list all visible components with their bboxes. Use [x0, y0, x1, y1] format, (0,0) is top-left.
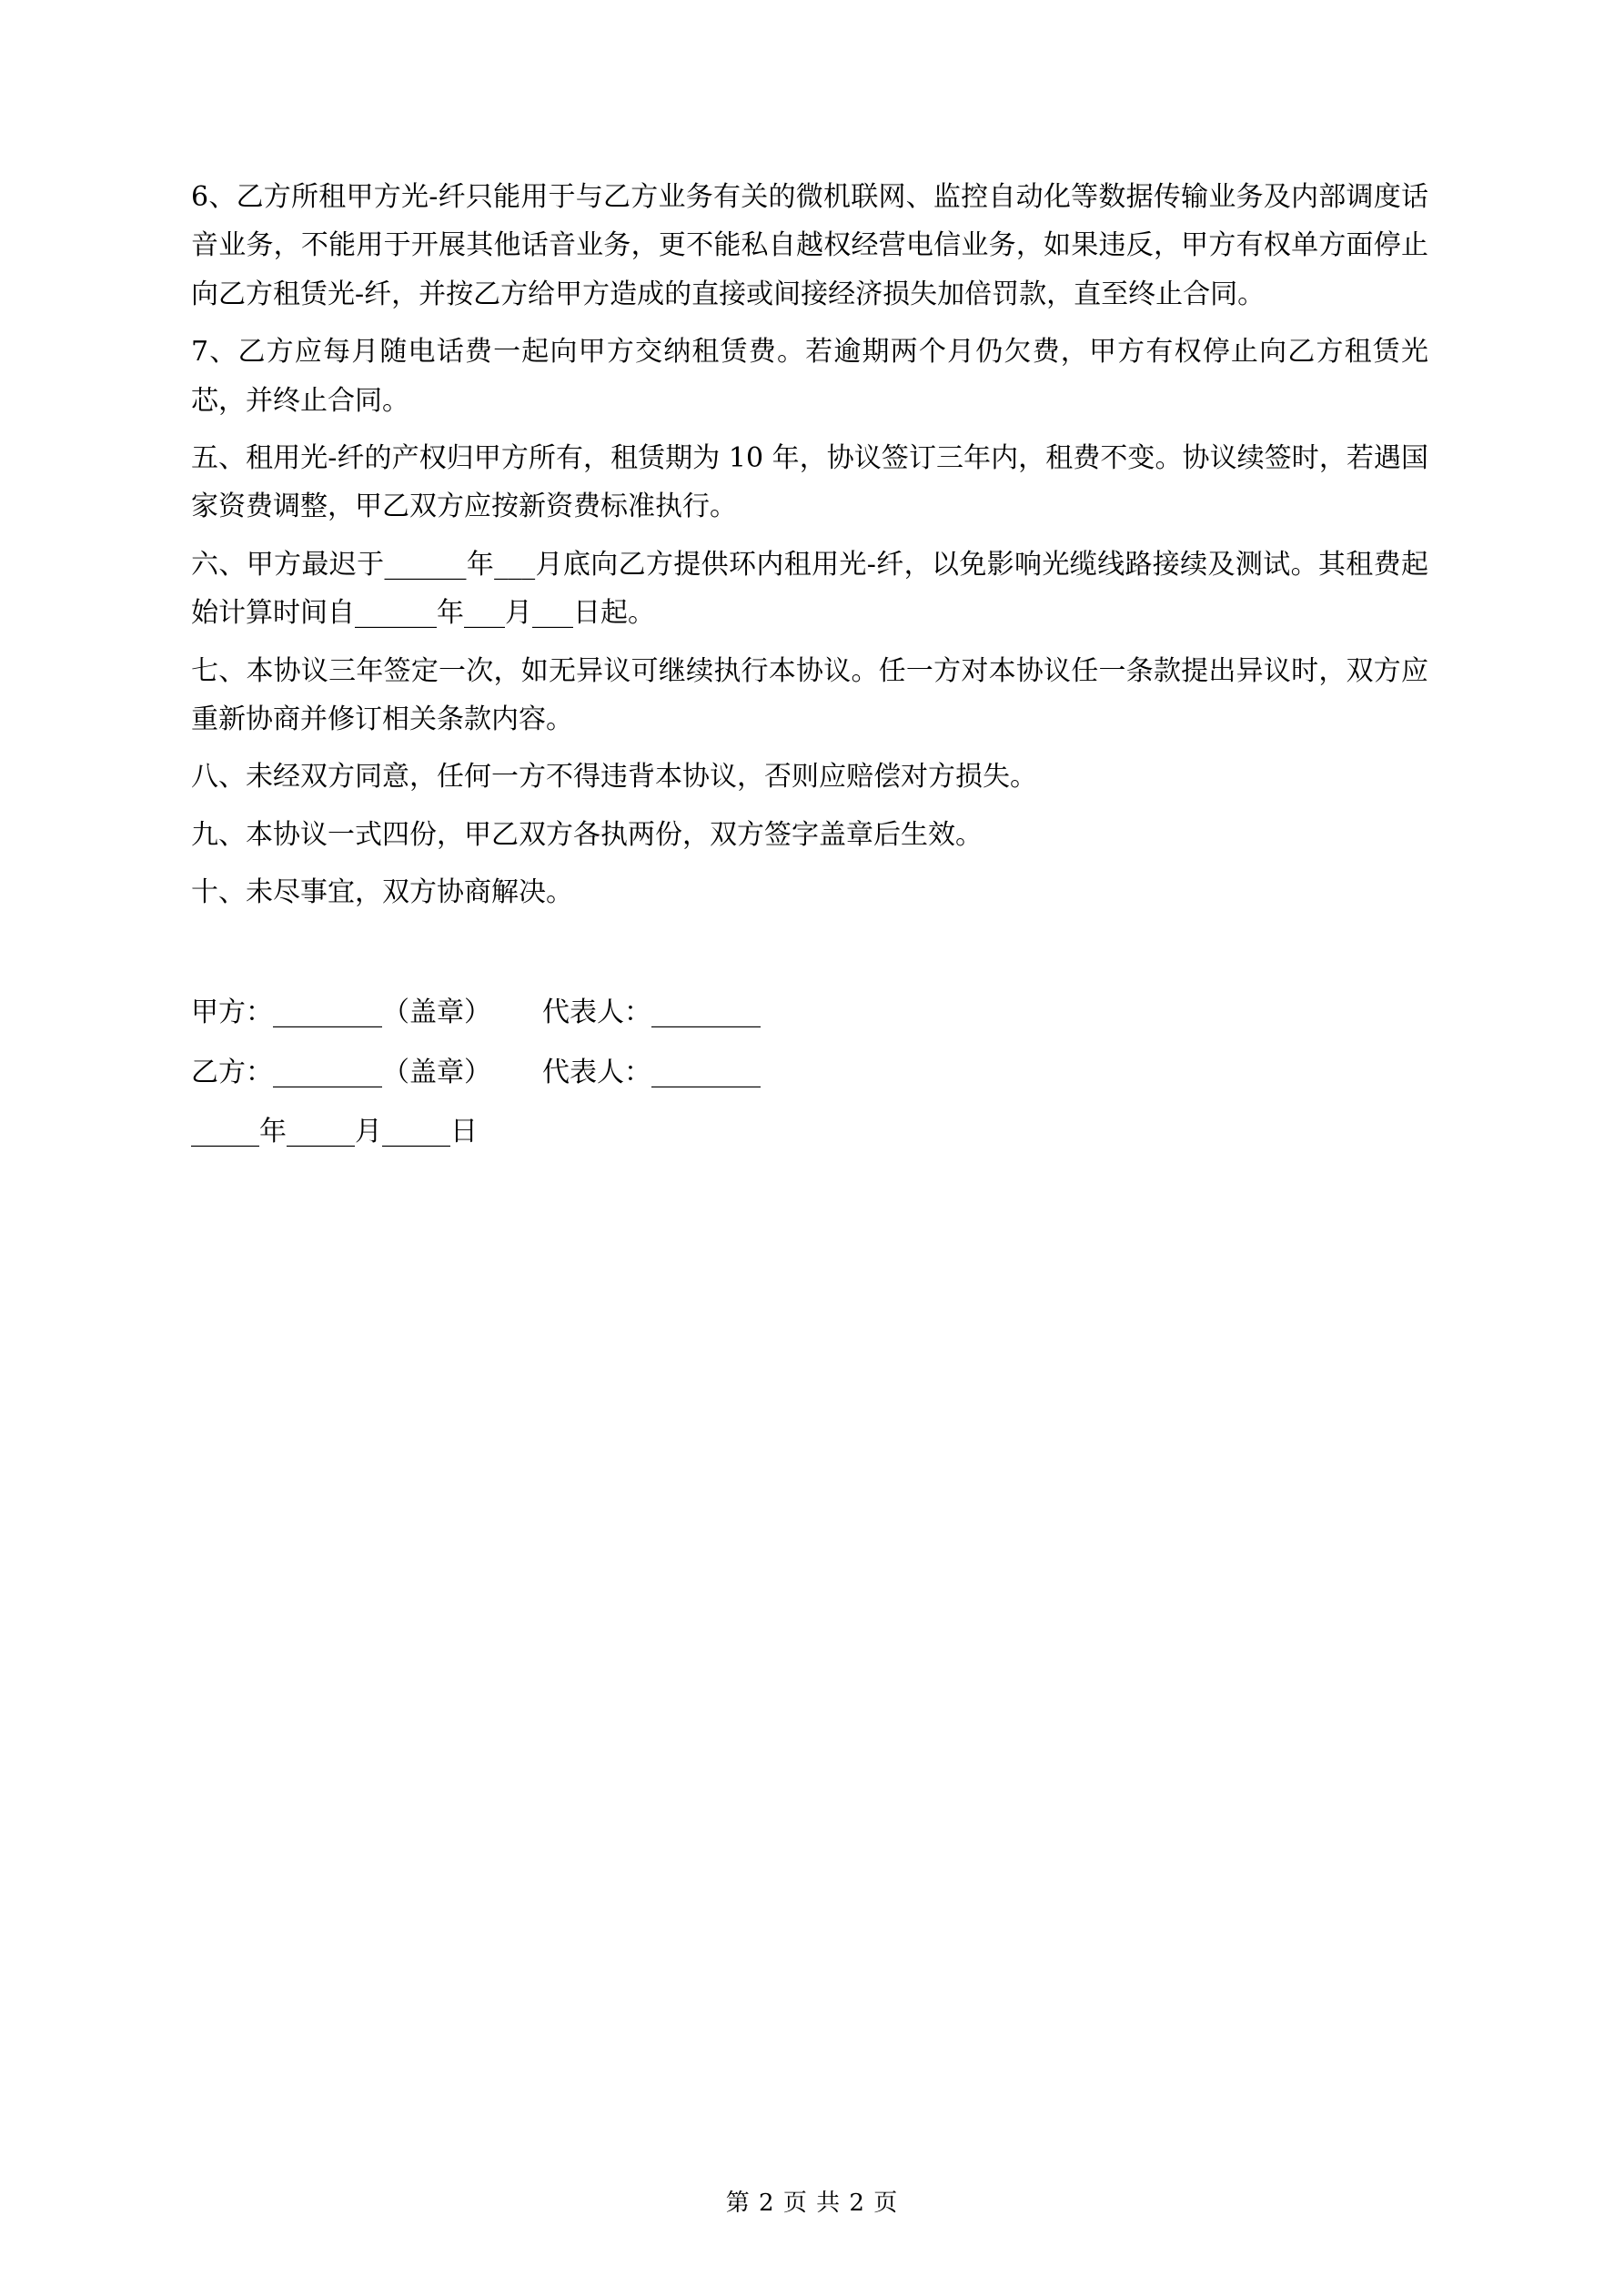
party-b-field: 乙方：________（盖章）	[191, 1056, 491, 1088]
page-footer: 第 2 页 共 2 页	[725, 2190, 899, 2217]
paragraph-clause-9-cn: 九、本协议一式四份，甲乙双方各执两份，双方签字盖章后生效。	[191, 818, 983, 851]
paragraph-clause-8-cn: 八、未经双方同意，任何一方不得违背本协议，否则应赔偿对方损失。	[191, 761, 1037, 794]
paragraph-clause-5: 五、租用光-纤的产权归甲方所有，租赁期为 10 年，协议签订三年内，租费不变。协议续签时，若遇国家资费调整，甲乙双方应按新资费标准执行。	[191, 441, 1428, 523]
paragraph-clause-7-cn: 七、本协议三年签定一次，如无异议可继续执行本协议。任一方对本协议任一条款提出异议时，双方应重新协商并修订相关条款内容。	[191, 654, 1428, 735]
paragraph-clause-7: 7、乙方应每月随电话费一起向甲方交纳租赁费。若逾期两个月仍欠费，甲方有权停止向乙方租赁光芯，并终止合同。	[191, 336, 1428, 417]
paragraph-clause-10-cn: 十、未尽事宜，双方协商解决。	[191, 876, 573, 909]
paragraph-clause-6: 6、乙方所租甲方光-纤只能用于与乙方业务有关的微机联网、监控自动化等数据传输业务及内部调度话音业务，不能用于开展其他话音业务，更不能私自越权经营电信业务，如果违反，甲方有权单方面停止向乙方租赁光-纤，并按乙方给甲方造成的直接或间接经济损失加倍罚款，直至终止合同。	[191, 181, 1428, 310]
party-a-field: 甲方：________（盖章）	[191, 996, 491, 1029]
party-a-representative-field: 代表人：________	[542, 996, 761, 1029]
signature-row-party-b	[191, 1047, 1428, 1098]
paragraph-clause-6-cn: 六、甲方最迟于______年___月底向乙方提供环内租用光-纤，以免影响光缆线路接续及测试。其租费起始计算时间自______年___月___日起。	[191, 548, 1428, 630]
party-b-representative-field: 代表人：________	[542, 1056, 761, 1088]
document-body	[191, 173, 1428, 916]
signature-date-line: _____年_____月_____日	[191, 1116, 478, 1148]
signature-row-party-a	[191, 987, 1428, 1038]
signature-block	[191, 987, 1428, 1158]
